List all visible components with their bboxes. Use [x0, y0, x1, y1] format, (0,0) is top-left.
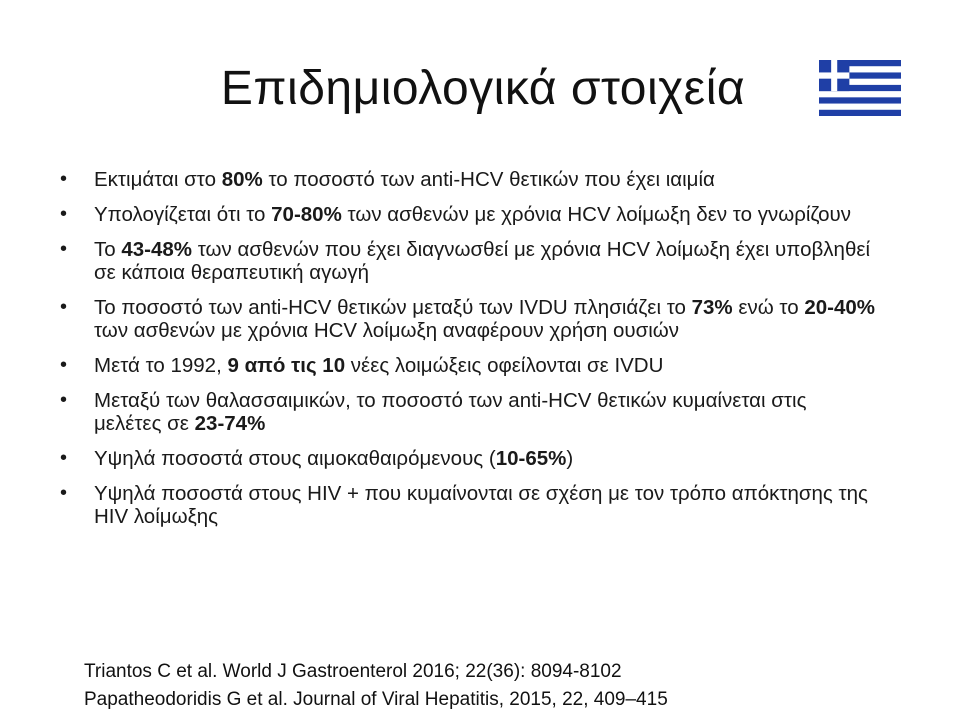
- bullet-text: Το ποσοστό των anti-HCV θετικών μεταξύ των IVDU πλησιάζει το: [94, 296, 692, 319]
- bullet-highlight: 70-80%: [271, 203, 342, 226]
- bullet-item: [56, 447, 876, 470]
- bullet-text: Υψηλά ποσοστά στους HIV + που κυμαίνονται σε σχέση με τον τρόπο απόκτησης της HIV λοίμωξης: [94, 482, 868, 528]
- bullet-text: των ασθενών που έχει διαγνωσθεί με χρόνια HCV λοίμωξη έχει υποβληθεί σε κάποια θεραπευτική αγωγή: [94, 238, 871, 284]
- bullet-text: νέες λοιμώξεις οφείλονται σε IVDU: [345, 354, 664, 377]
- bullet-dot-icon: •: [60, 203, 68, 225]
- bullet-list: [56, 168, 876, 540]
- bullet-text: Μεταξύ των θαλασσαιμικών, το ποσοστό των anti-HCV θετικών κυμαίνεται στις μελέτες σε: [94, 389, 807, 435]
- reference-2: Papatheodoridis G et al. Journal of Viral Hepatitis, 2015, 22, 409–415: [84, 689, 668, 710]
- bullet-dot-icon: •: [60, 482, 68, 504]
- bullet-dot-icon: •: [60, 354, 68, 376]
- greek-flag-icon: [819, 60, 901, 116]
- bullet-highlight: 80%: [221, 168, 263, 191]
- reference-1: Triantos C et al. World J Gastroenterol 2016; 22(36): 8094-8102: [84, 661, 622, 682]
- bullet-text: το ποσοστό των anti-HCV θετικών που έχει ιαιμία: [262, 168, 715, 191]
- bullet-text: Υπολογίζεται ότι το: [94, 203, 272, 226]
- references: [84, 658, 904, 714]
- bullet-highlight: 73%: [691, 296, 733, 319]
- bullet-text: Υψηλά ποσοστά στους αιμοκαθαιρόμενους (: [94, 447, 496, 470]
- bullet-highlight: 23-74%: [194, 412, 266, 435]
- bullet-item: [56, 296, 876, 342]
- bullet-item: [56, 482, 876, 528]
- bullet-highlight: 43-48%: [121, 238, 193, 261]
- bullet-dot-icon: •: [60, 447, 68, 469]
- bullet-text: Εκτιμάται στο: [94, 168, 222, 191]
- bullet-text: Μετά το 1992,: [94, 354, 228, 377]
- bullet-item: [56, 389, 876, 435]
- slide-title: Επιδημιολογικά στοιχεία: [220, 62, 746, 115]
- bullet-item: [56, 238, 876, 284]
- bullet-text: των ασθενών με χρόνια HCV λοίμωξη δεν το γνωρίζουν: [341, 203, 851, 226]
- bullet-text: Το: [94, 238, 122, 261]
- bullet-highlight: 9 από τις 10: [227, 354, 346, 377]
- bullet-highlight: 20-40%: [804, 296, 875, 319]
- bullet-item: [56, 168, 876, 191]
- bullet-highlight: 10-65%: [495, 447, 567, 470]
- bullet-dot-icon: •: [60, 238, 68, 260]
- bullet-dot-icon: •: [60, 168, 68, 190]
- bullet-item: [56, 354, 876, 377]
- bullet-item: [56, 203, 876, 226]
- bullet-text: ): [566, 447, 574, 470]
- bullet-dot-icon: •: [60, 389, 68, 411]
- bullet-dot-icon: •: [60, 296, 68, 318]
- bullet-text: ενώ το: [732, 296, 805, 319]
- bullet-text: των ασθενών με χρόνια HCV λοίμωξη αναφέρουν χρήση ουσιών: [94, 319, 680, 342]
